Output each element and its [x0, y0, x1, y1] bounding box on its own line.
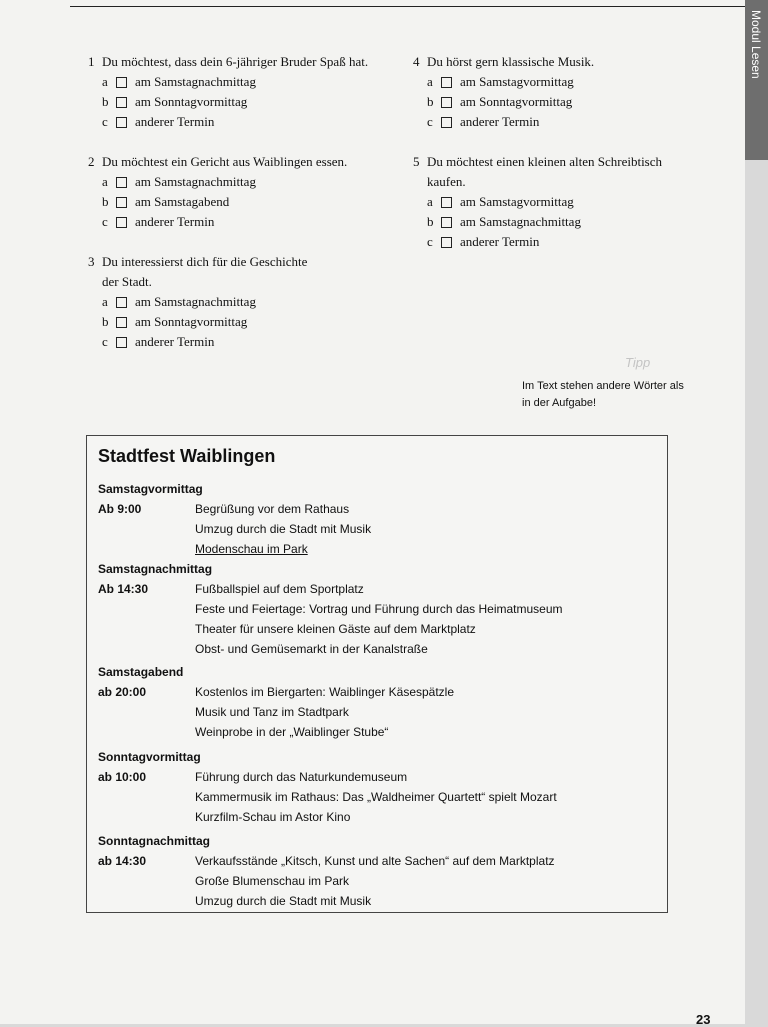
- option-2c[interactable]: c anderer Termin: [102, 214, 215, 229]
- event: Feste und Feiertage: Vortrag und Führung durch das Heimatmuseum: [195, 602, 563, 616]
- slot-sonntagnachmittag: Sonntagnachmittag ab 14:30 Verkaufsstände „Kitsch, Kunst und alte Sachen“ auf dem Marktplatz Große Blumenschau im Park Umzug durch die Stadt mit Musik: [98, 831, 658, 911]
- event: Kurzfilm-Schau im Astor Kino: [195, 810, 351, 824]
- event: Fußballspiel auf dem Sportplatz: [195, 582, 364, 596]
- question-1: 1 Du möchtest, dass dein 6-jähriger Bruder Spaß hat. a am Samstagnachmittag b am Sonntagvormittag c anderer Termin: [88, 52, 408, 132]
- checkbox[interactable]: [116, 217, 127, 228]
- checkbox[interactable]: [441, 77, 452, 88]
- option-2b[interactable]: b am Samstagabend: [102, 194, 230, 209]
- slot-sonntagvormittag: Sonntagvormittag ab 10:00 Führung durch das Naturkundemuseum Kammermusik im Rathaus: Das „Waldheimer Quartett“ spielt Mozart Kurzfilm-Schau im Astor Kino: [98, 747, 658, 827]
- event: Umzug durch die Stadt mit Musik: [195, 894, 372, 908]
- option-5b[interactable]: b am Samstagnachmittag: [427, 214, 581, 229]
- event: Weinprobe in der „Waiblinger Stube“: [195, 725, 389, 739]
- option-1a[interactable]: a am Samstagnachmittag: [102, 74, 256, 89]
- event: Führung durch das Naturkundemuseum: [195, 770, 408, 784]
- tip-text: Im Text stehen andere Wörter als in der Aufgabe!: [522, 380, 684, 409]
- option-5c[interactable]: c anderer Termin: [427, 234, 540, 249]
- event: Begrüßung vor dem Rathaus: [195, 502, 350, 516]
- tip-label: Tipp: [625, 355, 651, 370]
- checkbox[interactable]: [441, 117, 452, 128]
- checkbox[interactable]: [116, 197, 127, 208]
- option-4b[interactable]: b am Sonntagvormittag: [427, 94, 573, 109]
- checkbox[interactable]: [441, 217, 452, 228]
- option-5a[interactable]: a am Samstagvormittag: [427, 194, 574, 209]
- event: Musik und Tanz im Stadtpark: [195, 705, 349, 719]
- question-2: 2 Du möchtest ein Gericht aus Waiblingen essen. a am Samstagnachmittag b am Samstagabend c anderer Termin: [88, 152, 408, 232]
- event: Große Blumenschau im Park: [195, 874, 350, 888]
- checkbox[interactable]: [441, 97, 452, 108]
- option-3b[interactable]: b am Sonntagvormittag: [102, 314, 248, 329]
- event: Kammermusik im Rathaus: Das „Waldheimer Quartett“ spielt Mozart: [195, 790, 557, 804]
- page-number: 23: [696, 1012, 711, 1027]
- program-title: Stadtfest Waiblingen: [98, 446, 276, 466]
- event: Theater für unsere kleinen Gäste auf dem Marktplatz: [195, 622, 476, 636]
- slot-samstagabend: Samstagabend ab 20:00 Kostenlos im Biergarten: Waiblinger Käsespätzle Musik und Tanz im Stadtpark Weinprobe in der „Waiblinger Stube“: [98, 662, 658, 742]
- option-3a[interactable]: a am Samstagnachmittag: [102, 294, 256, 309]
- checkbox[interactable]: [441, 237, 452, 248]
- checkbox[interactable]: [116, 337, 127, 348]
- checkbox[interactable]: [116, 77, 127, 88]
- checkbox[interactable]: [116, 97, 127, 108]
- checkbox[interactable]: [116, 297, 127, 308]
- checkbox[interactable]: [116, 317, 127, 328]
- top-rule: [70, 0, 745, 7]
- question-5: 5 Du möchtest einen kleinen alten Schreibtisch kaufen. a am Samstagvormittag b am Samstagnachmittag c anderer Termin: [413, 152, 713, 252]
- option-2a[interactable]: a am Samstagnachmittag: [102, 174, 256, 189]
- option-4a[interactable]: a am Samstagvormittag: [427, 74, 574, 89]
- checkbox[interactable]: [116, 177, 127, 188]
- question-4: 4 Du hörst gern klassische Musik. a am Samstagvormittag b am Sonntagvormittag c anderer Termin: [413, 52, 713, 132]
- checkbox[interactable]: [441, 197, 452, 208]
- slot-samstagvormittag: Samstagvormittag Ab 9:00 Begrüßung vor dem Rathaus Umzug durch die Stadt mit Musik Modenschau im Park: [98, 479, 658, 559]
- checkbox[interactable]: [116, 117, 127, 128]
- event: Umzug durch die Stadt mit Musik: [195, 522, 372, 536]
- question-3: 3 Du interessierst dich für die Geschichte der Stadt. a am Samstagnachmittag b am Sonntagvormittag c anderer Termin: [88, 252, 408, 352]
- event: Verkaufsstände „Kitsch, Kunst und alte Sachen“ auf dem Marktplatz: [195, 854, 555, 868]
- event: Kostenlos im Biergarten: Waiblinger Käsespätzle: [195, 685, 455, 699]
- option-4c[interactable]: c anderer Termin: [427, 114, 540, 129]
- event: Modenschau im Park: [195, 542, 308, 556]
- slot-samstagnachmittag: Samstagnachmittag Ab 14:30 Fußballspiel auf dem Sportplatz Feste und Feiertage: Vortrag und Führung durch das Heimatmuseum Theater für unsere kleinen Gäste auf dem Marktplatz Obst- und Gemüsemarkt in der Kanalstraße: [98, 559, 658, 659]
- program-box: [86, 435, 668, 913]
- option-1b[interactable]: b am Sonntagvormittag: [102, 94, 248, 109]
- option-3c[interactable]: c anderer Termin: [102, 334, 215, 349]
- event: Obst- und Gemüsemarkt in der Kanalstraße: [195, 642, 428, 656]
- option-1c[interactable]: c anderer Termin: [102, 114, 215, 129]
- side-tab: Modul Lesen: [745, 0, 768, 160]
